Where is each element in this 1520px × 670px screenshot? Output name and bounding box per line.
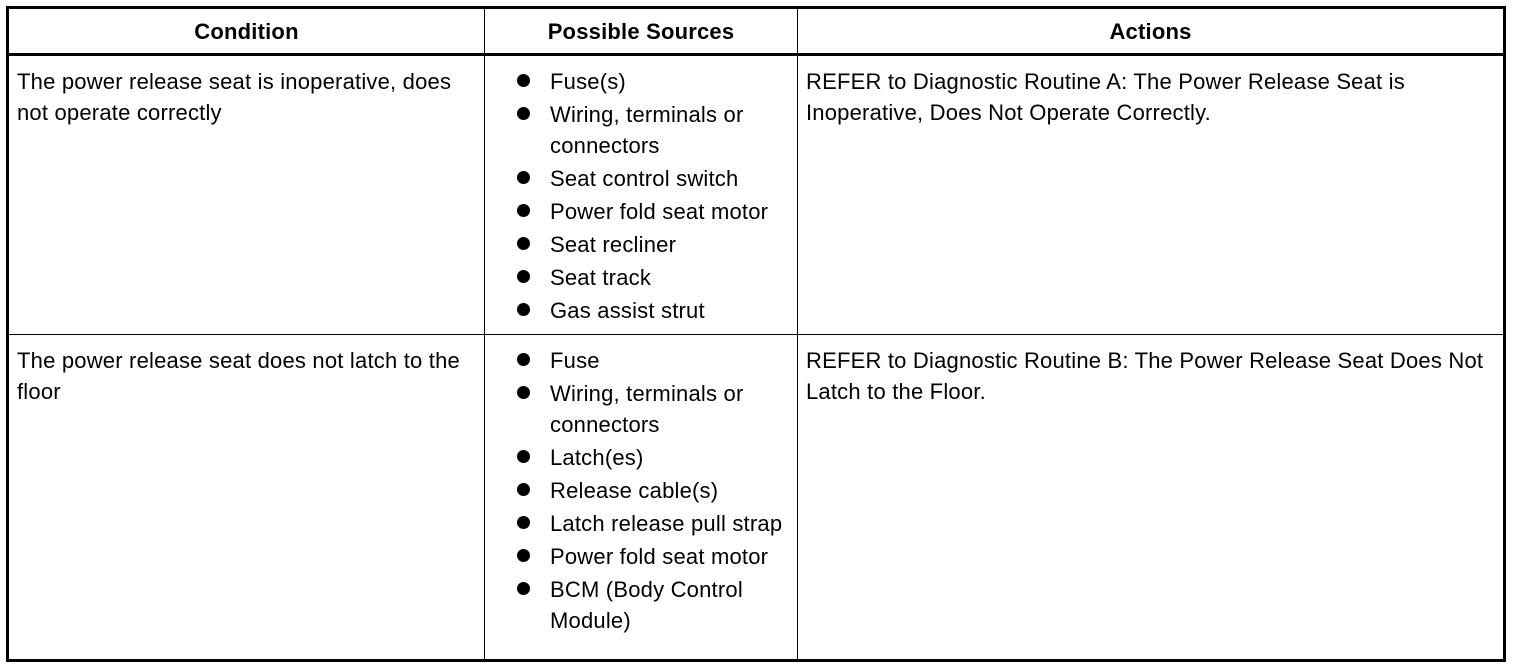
bullet-icon (517, 582, 530, 595)
source-text: Seat track (550, 265, 652, 290)
bullet-icon (517, 353, 530, 366)
table-header-row (8, 8, 1505, 55)
list-item (517, 541, 789, 572)
list-item (517, 345, 789, 376)
bullet-icon (517, 270, 530, 283)
source-text: Wiring, terminals or connectors (550, 102, 744, 158)
list-item (517, 66, 789, 97)
bullet-icon (517, 516, 530, 529)
source-text: BCM (Body Control Module) (550, 577, 743, 633)
source-text: Latch release pull strap (550, 511, 783, 536)
bullet-icon (517, 204, 530, 217)
list-item (517, 163, 789, 194)
bullet-icon (517, 386, 530, 399)
bullet-icon (517, 303, 530, 316)
source-text: Seat control switch (550, 166, 739, 191)
bullet-icon (517, 74, 530, 87)
bullet-icon (517, 549, 530, 562)
action-cell: REFER to Diagnostic Routine B: The Power Release Seat Does Not Latch to the Floor. (798, 335, 1505, 661)
bullet-icon (517, 237, 530, 250)
table-row (8, 55, 1505, 335)
header-condition: Condition (8, 8, 485, 55)
header-possible-sources: Possible Sources (485, 8, 798, 55)
table-row (8, 335, 1505, 661)
list-item (517, 475, 789, 506)
sources-list (493, 66, 789, 326)
source-text: Fuse (550, 348, 600, 373)
header-actions: Actions (798, 8, 1505, 55)
bullet-icon (517, 483, 530, 496)
condition-cell: The power release seat is inoperative, does not operate correctly (8, 55, 485, 335)
source-text: Latch(es) (550, 445, 644, 470)
action-cell: REFER to Diagnostic Routine A: The Power Release Seat is Inoperative, Does Not Operate Correctly. (798, 55, 1505, 335)
source-text: Wiring, terminals or connectors (550, 381, 744, 437)
source-text: Gas assist strut (550, 298, 705, 323)
symptom-chart-table (6, 6, 1506, 662)
list-item (517, 295, 789, 326)
source-text: Fuse(s) (550, 69, 626, 94)
sources-list (493, 345, 789, 636)
possible-sources-cell (485, 55, 798, 335)
source-text: Release cable(s) (550, 478, 719, 503)
list-item (517, 262, 789, 293)
source-text: Seat recliner (550, 232, 677, 257)
list-item (517, 508, 789, 539)
bullet-icon (517, 107, 530, 120)
list-item (517, 229, 789, 260)
list-item (517, 378, 789, 440)
condition-cell: The power release seat does not latch to the floor (8, 335, 485, 661)
source-text: Power fold seat motor (550, 199, 769, 224)
bullet-icon (517, 171, 530, 184)
list-item (517, 442, 789, 473)
list-item (517, 99, 789, 161)
bullet-icon (517, 450, 530, 463)
list-item (517, 574, 789, 636)
list-item (517, 196, 789, 227)
possible-sources-cell (485, 335, 798, 661)
source-text: Power fold seat motor (550, 544, 769, 569)
